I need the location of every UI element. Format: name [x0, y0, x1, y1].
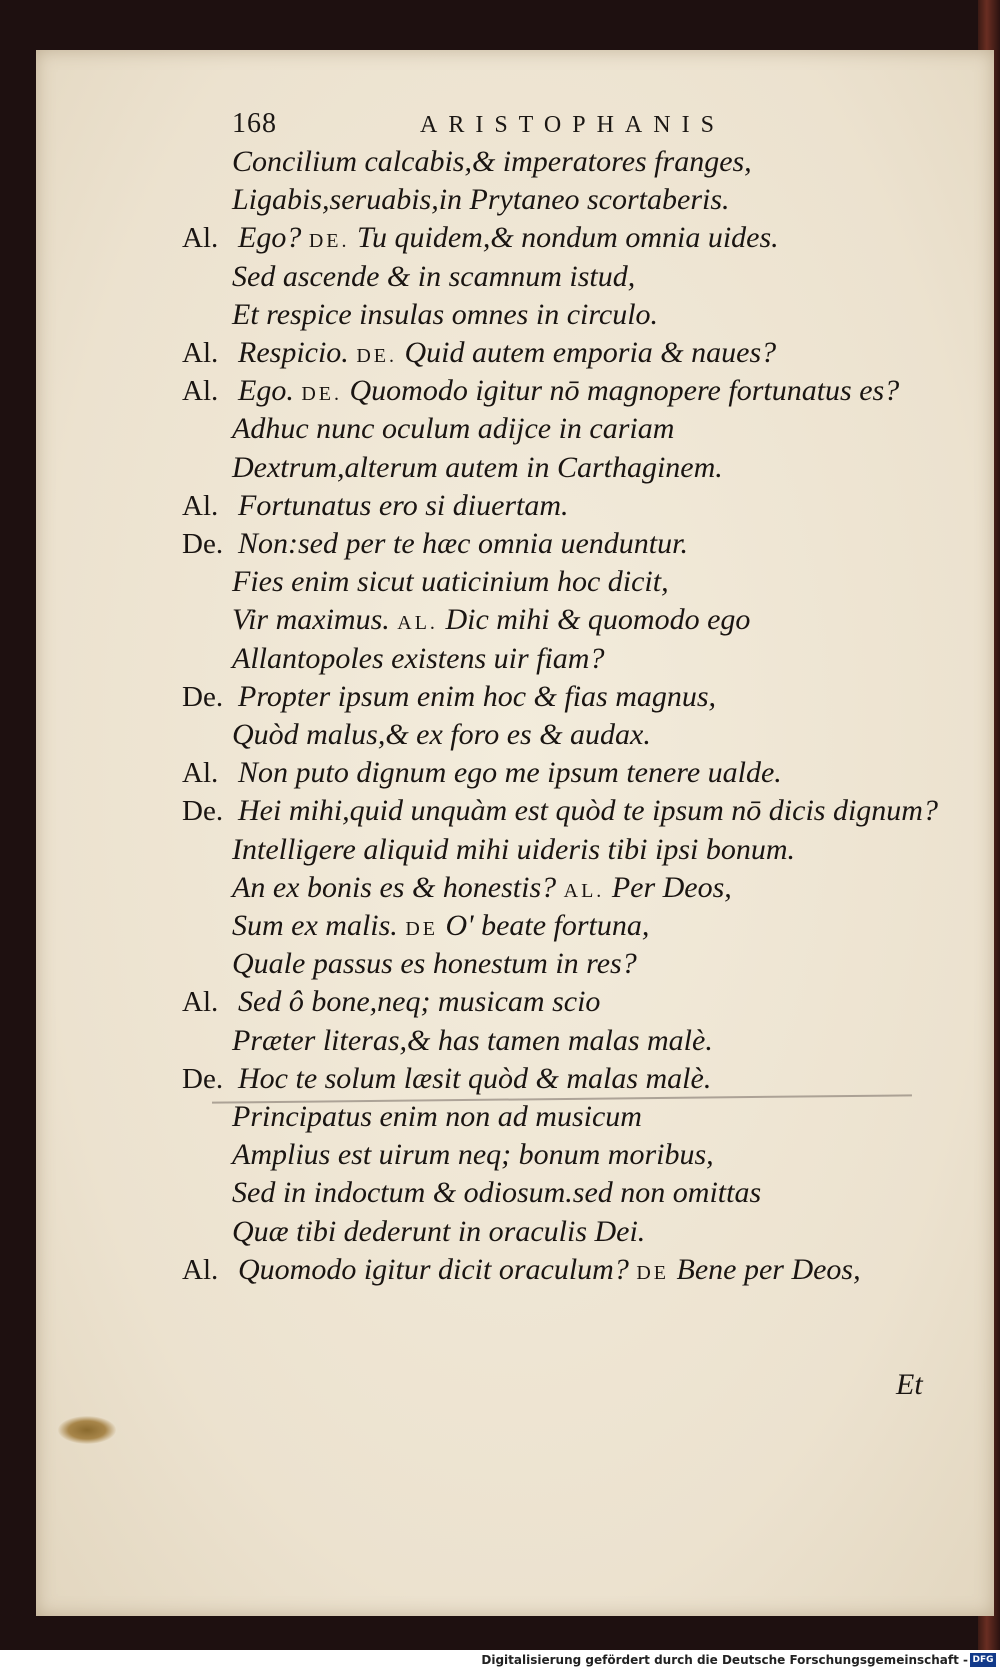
verse-fragment: Bene per Deos, — [669, 1253, 861, 1286]
speaker-label: De. — [182, 795, 224, 827]
verse-fragment: Per Deos, — [604, 871, 732, 904]
verse-fragment: Vir maximus. — [232, 603, 398, 636]
verse-fragment: Hei mihi,quid unquàm est quòd te ipsum nō dicis dignum? — [238, 794, 938, 827]
verse-text — [232, 562, 669, 602]
text-line — [0, 180, 1000, 220]
footer-bar — [0, 1650, 1000, 1671]
verse-fragment: Præter literas,& has tamen malas malè. — [232, 1024, 713, 1057]
verse-fragment: Ego. — [238, 374, 302, 407]
verse-fragment: Tu quidem,& nondum omnia uides. — [349, 221, 779, 254]
speaker-cue: DE — [405, 918, 438, 940]
verse-fragment: Non:sed per te hæc omnia uenduntur. — [238, 527, 688, 560]
verse-text — [238, 1250, 861, 1293]
speaker-label: Al. — [182, 986, 219, 1018]
verse-fragment: Fies enim sicut uaticinium hoc dicit, — [232, 565, 669, 598]
speaker-label: Al. — [182, 757, 219, 789]
verse-text — [232, 180, 730, 220]
verse-fragment: Fortunatus ero si diuertam. — [238, 489, 569, 522]
verse-fragment: Et respice insulas omnes in circulo. — [232, 298, 659, 331]
dfg-logo: DFG — [970, 1653, 996, 1667]
text-line — [0, 1212, 1000, 1252]
verse-text — [232, 639, 604, 679]
verse-text — [232, 600, 750, 643]
text-line — [0, 524, 1000, 564]
verse-text — [238, 333, 776, 376]
text-line — [0, 1097, 1000, 1137]
speaker-label: De. — [182, 1063, 224, 1095]
text-line — [0, 830, 1000, 870]
verse-fragment: Quomodo igitur dicit oraculum? — [238, 1253, 637, 1286]
speaker-label: De. — [182, 528, 224, 560]
verse-fragment: Intelligere aliquid mihi uideris tibi ipsi bonum. — [232, 833, 796, 866]
verse-fragment: Dextrum,alterum autem in Carthaginem. — [232, 451, 723, 484]
verse-text — [238, 791, 938, 831]
text-line — [0, 982, 1000, 1022]
verse-fragment: Ligabis,seruabis,in Prytaneo scortaberis. — [232, 183, 730, 216]
text-line — [0, 753, 1000, 793]
verse-text — [238, 486, 569, 526]
speaker-label: Al. — [182, 375, 219, 407]
verse-text — [232, 1097, 642, 1137]
verse-text — [232, 906, 649, 949]
verse-text — [238, 1059, 711, 1099]
catchword: Et — [896, 1368, 923, 1401]
text-line — [0, 639, 1000, 679]
text-line — [0, 295, 1000, 335]
speaker-cue: DE — [636, 1262, 669, 1284]
speaker-cue: AL. — [563, 880, 605, 902]
verse-fragment: Ego? — [238, 221, 309, 254]
verse-fragment: Concilium calcabis,& imperatores franges, — [232, 145, 752, 178]
speaker-cue: DE. — [301, 383, 342, 405]
verse-fragment: Quid autem emporia & naues? — [396, 336, 777, 369]
verse-fragment: Quale passus es honestum in res? — [232, 947, 637, 980]
verse-fragment: Allantopoles existens uir fiam? — [232, 642, 605, 675]
verse-fragment: Dic mihi & quomodo ego — [437, 603, 751, 636]
text-line — [0, 1250, 1000, 1290]
text-line — [0, 715, 1000, 755]
text-line — [0, 333, 1000, 373]
text-line — [0, 600, 1000, 640]
text-line — [0, 371, 1000, 411]
verse-fragment: Non puto dignum ego me ipsum tenere ualde. — [238, 756, 782, 789]
text-line — [0, 791, 1000, 831]
verse-fragment: Quòd malus,& ex foro es & audax. — [232, 718, 651, 751]
verse-fragment: Sed in indoctum & odiosum.sed non omittas — [232, 1176, 762, 1209]
ink-stain — [58, 1416, 116, 1444]
verse-text — [232, 1173, 761, 1213]
text-line — [0, 1059, 1000, 1099]
page-number: 168 — [232, 108, 277, 139]
verse-text — [232, 142, 752, 182]
verse-text — [238, 371, 899, 414]
verse-text — [232, 448, 723, 488]
verse-text — [232, 830, 795, 870]
speaker-label: Al. — [182, 222, 219, 254]
verse-fragment: Adhuc nunc oculum adijce in cariam — [232, 412, 675, 445]
verse-fragment: An ex bonis es & honestis? — [232, 871, 564, 904]
text-line — [0, 677, 1000, 717]
text-line — [0, 562, 1000, 602]
verse-text — [232, 715, 651, 755]
verse-text — [232, 1021, 713, 1061]
verse-fragment: Hoc te solum læsit quòd & malas malè. — [238, 1062, 712, 1095]
verse-text — [238, 982, 600, 1022]
text-line — [0, 868, 1000, 908]
footer-credit: Digitalisierung gefördert durch die Deutsche Forschungsgemeinschaft - — [481, 1653, 968, 1667]
text-line — [0, 1135, 1000, 1175]
text-line — [0, 142, 1000, 182]
verse-fragment: Sed ascende & in scamnum istud, — [232, 260, 636, 293]
speaker-label: Al. — [182, 490, 219, 522]
text-line — [0, 906, 1000, 946]
verse-fragment: Quomodo igitur nō magnopere fortunatus es? — [342, 374, 900, 407]
speaker-cue: DE. — [356, 345, 397, 367]
verse-fragment: Principatus enim non ad musicum — [232, 1100, 642, 1133]
running-title: ARISTOPHANIS — [420, 112, 725, 138]
text-line — [0, 218, 1000, 258]
verse-fragment: Propter ipsum enim hoc & fias magnus, — [238, 680, 717, 713]
text-line — [0, 1173, 1000, 1213]
verse-fragment: Respicio. — [238, 336, 357, 369]
verse-text — [238, 677, 716, 717]
text-line — [0, 944, 1000, 984]
verse-text — [232, 295, 658, 335]
verse-text — [238, 218, 779, 261]
text-line — [0, 409, 1000, 449]
speaker-cue: AL. — [397, 612, 438, 634]
text-line — [0, 1021, 1000, 1061]
speaker-cue: DE. — [308, 230, 350, 252]
running-head — [232, 108, 772, 144]
verse-fragment: O' beate fortuna, — [437, 909, 650, 942]
text-line — [0, 257, 1000, 297]
verse-text — [232, 1212, 645, 1252]
text-line — [0, 486, 1000, 526]
speaker-label: De. — [182, 681, 224, 713]
verse-fragment: Amplius est uirum neq; bonum moribus, — [232, 1138, 714, 1171]
verse-fragment: Quæ tibi dederunt in oraculis Dei. — [232, 1215, 646, 1248]
verse-text — [232, 944, 637, 984]
speaker-label: Al. — [182, 1254, 219, 1286]
verse-text — [232, 1135, 714, 1175]
verse-text — [232, 868, 732, 911]
verse-fragment: Sum ex malis. — [232, 909, 406, 942]
speaker-label: Al. — [182, 337, 219, 369]
verse-text — [238, 753, 782, 793]
text-line — [0, 448, 1000, 488]
verse-text — [232, 257, 635, 297]
verse-fragment: Sed ô bone,neq; musicam scio — [238, 985, 601, 1018]
verse-text — [232, 409, 674, 449]
verse-text — [238, 524, 688, 564]
